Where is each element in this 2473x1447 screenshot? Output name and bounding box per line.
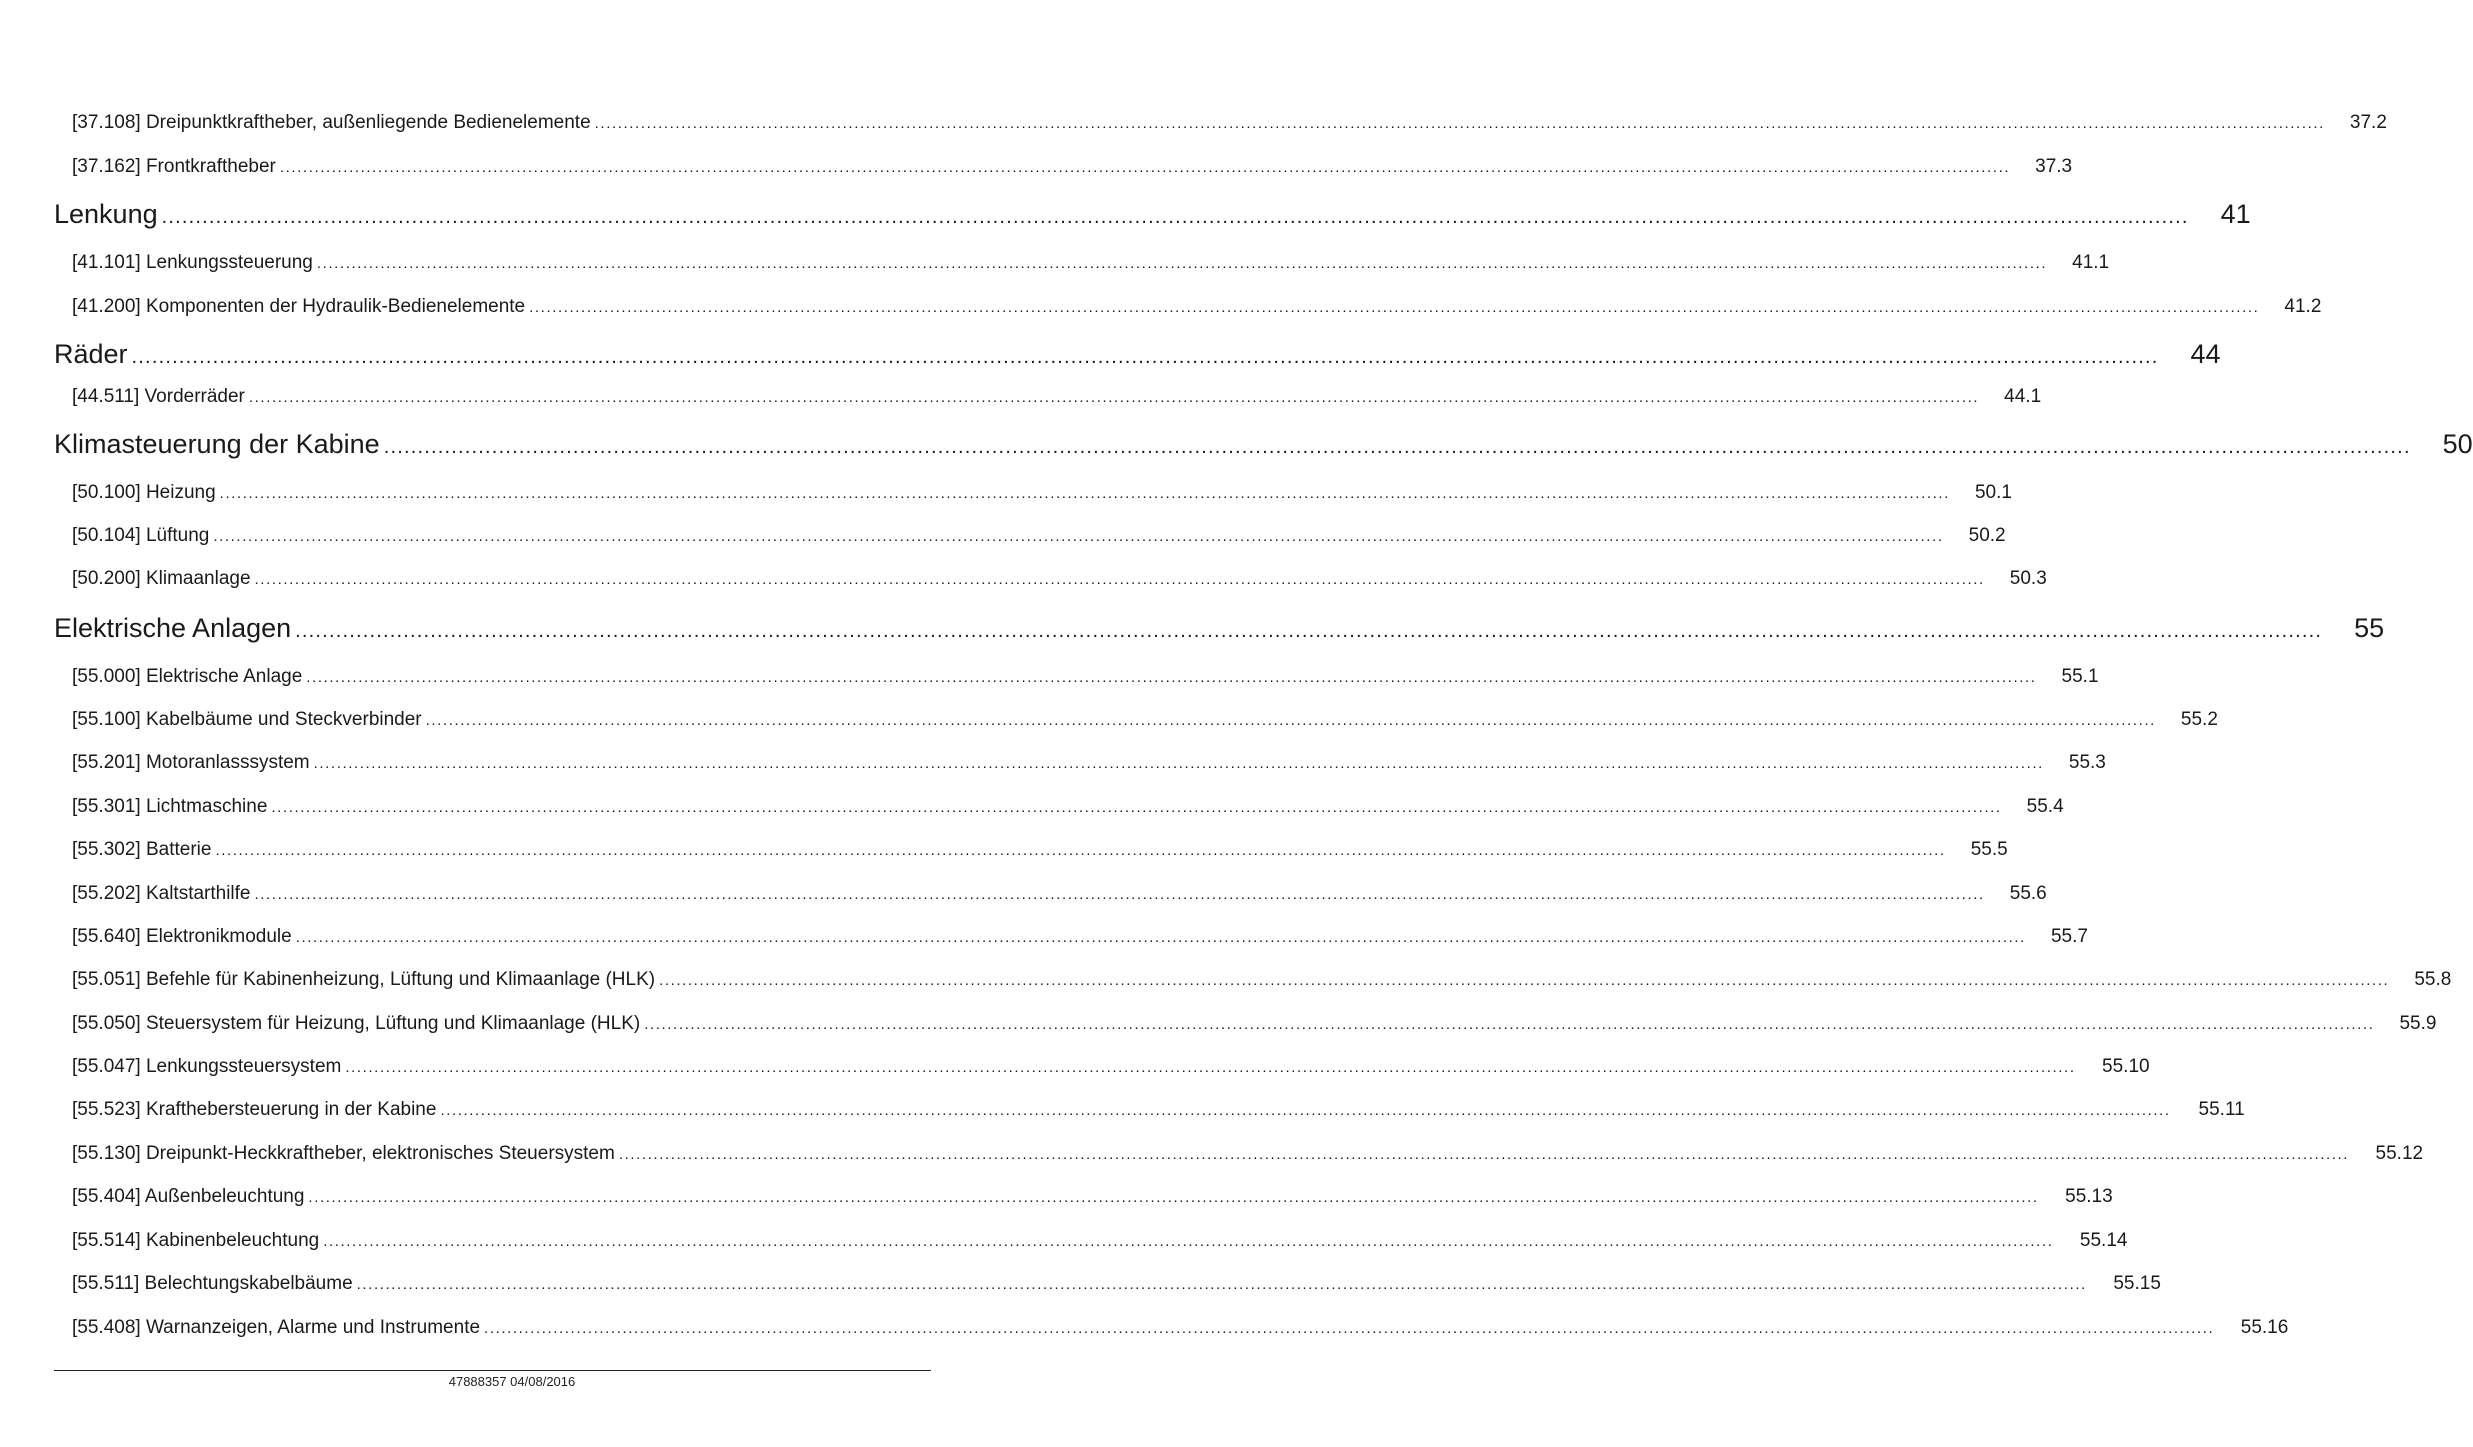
toc-entry-code: [41.101] <box>72 252 141 273</box>
toc-entry-title: Krafthebersteuerung in der Kabine <box>145 1099 437 1120</box>
toc-entry-label <box>0 1013 640 1035</box>
toc-entry-title: Motoranlasssystem <box>145 752 310 773</box>
toc-entry-code: [37.108] <box>72 112 141 133</box>
dot-leader: ............................................................................................................................................................................................................................................................................................................ <box>219 485 1950 502</box>
toc-entry-code: [55.000] <box>72 666 141 687</box>
toc-entry-code: [55.408] <box>72 1317 141 1338</box>
toc-entry-label <box>0 1317 480 1339</box>
toc-subsection-entry[interactable] <box>0 883 2047 905</box>
toc-entry-title: Lichtmaschine <box>145 796 268 817</box>
toc-entry-title: Klimaanlage <box>145 568 251 589</box>
toc-entry-label <box>0 156 276 178</box>
toc-entry-label <box>0 1186 304 1208</box>
toc-page-number: 37.3 <box>2035 156 2073 177</box>
toc-subsection-entry[interactable] <box>0 969 2452 991</box>
toc-entry-title: Heizung <box>145 482 216 503</box>
toc-entry-code: [55.301] <box>72 796 141 817</box>
dot-leader: ............................................................................................................................................................................................................................................................................................................ <box>425 712 2156 729</box>
toc-page-number: 50.3 <box>2009 568 2047 589</box>
toc-page-number: 50 <box>2442 429 2473 459</box>
dot-leader: ............................................................................................................................................................................................................................................................................................................ <box>529 299 2260 316</box>
toc-entry-title: Vorderräder <box>144 386 245 407</box>
toc-entry-title: Räder <box>54 339 128 369</box>
toc-subsection-entry[interactable] <box>0 482 2012 504</box>
toc-subsection-entry[interactable] <box>0 1013 2437 1035</box>
toc-subsection-entry[interactable] <box>0 252 2110 274</box>
dot-leader: ............................................................................................................................................................................................................................................................................................................ <box>313 755 2044 772</box>
footer-doc-id: 47888357 04/08/2016 <box>448 1374 576 1389</box>
toc-subsection-entry[interactable] <box>0 709 2218 731</box>
toc-entry-label <box>0 709 422 731</box>
toc-subsection-entry[interactable] <box>0 1056 2150 1078</box>
dot-leader: ............................................................................................................................................................................................................................................................................................................ <box>254 571 1985 588</box>
toc-page-number: 41 <box>2220 199 2251 229</box>
dot-leader: ............................................................................................................................................................................................................................................................................................................ <box>161 206 2189 228</box>
toc-entry-label <box>0 429 380 460</box>
toc-entry-label <box>0 199 158 230</box>
toc-entry-title: Warnanzeigen, Alarme und Instrumente <box>145 1317 481 1338</box>
toc-entry-code: [37.162] <box>72 156 141 177</box>
toc-entry-title: Dreipunkt-Heckkraftheber, elektronisches Steuersystem <box>145 1143 615 1164</box>
toc-section-entry[interactable] <box>0 199 2251 230</box>
toc-entry-title: Kabinenbeleuchtung <box>145 1230 320 1251</box>
toc-page-number: 55.9 <box>2399 1013 2437 1034</box>
toc-page-number: 55.10 <box>2102 1056 2150 1077</box>
toc-entry-label <box>0 112 591 134</box>
toc-entry-label <box>0 613 291 644</box>
toc-page-number: 55.12 <box>2375 1143 2424 1164</box>
toc-entry-code: [55.051] <box>72 969 141 990</box>
dot-leader: ............................................................................................................................................................................................................................................................................................................ <box>594 115 2325 132</box>
toc-entry-code: [55.511] <box>72 1273 140 1294</box>
dot-leader: ............................................................................................................................................................................................................................................................................................................ <box>316 255 2048 272</box>
toc-entry-label <box>0 525 209 547</box>
toc-subsection-entry[interactable] <box>0 296 2322 318</box>
toc-page-number: 41.2 <box>2284 296 2322 317</box>
toc-subsection-entry[interactable] <box>0 1230 2128 1252</box>
toc-entry-label <box>0 1099 436 1121</box>
toc-page-number: 55.16 <box>2240 1317 2289 1338</box>
toc-subsection-entry[interactable] <box>0 1143 2424 1165</box>
toc-subsection-entry[interactable] <box>0 1317 2289 1339</box>
toc-entry-title: Batterie <box>145 839 212 860</box>
toc-entry-title: Lenkungssteuersystem <box>145 1056 342 1077</box>
toc-entry-code: [55.404] <box>72 1186 141 1207</box>
toc-page-number: 55.11 <box>2198 1099 2245 1120</box>
toc-entry-title: Kabelbäume und Steckverbinder <box>145 709 422 730</box>
toc-subsection-entry[interactable] <box>0 666 2099 688</box>
toc-subsection-entry[interactable] <box>0 839 2008 861</box>
dot-leader: ............................................................................................................................................................................................................................................................................................................ <box>248 389 1980 406</box>
toc-entry-title: Belechtungskabelbäume <box>144 1273 353 1294</box>
toc-entry-label <box>0 296 525 318</box>
toc-page-number: 55.8 <box>2414 969 2452 990</box>
toc-subsection-entry[interactable] <box>0 1186 2113 1208</box>
toc-page-number: 44.1 <box>2004 386 2042 407</box>
dot-leader: ............................................................................................................................................................................................................................................................................................................ <box>618 1146 2350 1163</box>
toc-entry-label <box>0 386 245 408</box>
toc-entry-label <box>0 926 292 948</box>
toc-entry-label <box>0 252 313 274</box>
dot-leader: ............................................................................................................................................................................................................................................................................................................ <box>323 1233 2054 1250</box>
toc-entry-label <box>0 752 310 774</box>
toc-entry-label <box>0 482 216 504</box>
dot-leader: ............................................................................................................................................................................................................................................................................................................ <box>644 1016 2375 1033</box>
dot-leader: ............................................................................................................................................................................................................................................................................................................ <box>306 669 2037 686</box>
toc-page-number: 55 <box>2354 613 2385 643</box>
dot-leader: ............................................................................................................................................................................................................................................................................................................ <box>279 159 2011 176</box>
toc-page-number: 55.4 <box>2026 796 2064 817</box>
toc-entry-code: [55.202] <box>72 883 141 904</box>
toc-page-number: 55.1 <box>2061 666 2099 687</box>
toc-subsection-entry[interactable] <box>0 386 2042 408</box>
toc-page-number: 50.2 <box>1968 525 2006 546</box>
toc-entry-title: Steuersystem für Heizung, Lüftung und Klimaanlage (HLK) <box>145 1013 641 1034</box>
dot-leader: ............................................................................................................................................................................................................................................................................................................ <box>659 972 2390 989</box>
dot-leader: ............................................................................................................................................................................................................................................................................................................ <box>345 1059 2076 1076</box>
toc-subsection-entry[interactable] <box>0 926 2088 948</box>
dot-leader: ............................................................................................................................................................................................................................................................................................................ <box>308 1189 2039 1206</box>
toc-entry-code: [55.100] <box>72 709 141 730</box>
dot-leader: ............................................................................................................................................................................................................................................................................................................ <box>440 1102 2171 1119</box>
toc-subsection-entry[interactable] <box>0 568 2047 590</box>
toc-entry-code: [55.523] <box>72 1099 141 1120</box>
toc-entry-label <box>0 969 655 991</box>
toc-page-number: 41.1 <box>2072 252 2110 273</box>
toc-subsection-entry[interactable] <box>0 525 2006 547</box>
toc-section-entry[interactable] <box>0 429 2473 460</box>
toc-entry-title: Komponenten der Hydraulik-Bedienelemente <box>145 296 526 317</box>
dot-leader: ............................................................................................................................................................................................................................................................................................................ <box>295 929 2026 946</box>
dot-leader: ............................................................................................................................................................................................................................................................................................................ <box>213 528 1944 545</box>
toc-entry-label <box>0 339 128 370</box>
toc-entry-label <box>0 1273 353 1295</box>
toc-page-number: 55.3 <box>2068 752 2106 773</box>
toc-entry-code: [41.200] <box>72 296 141 317</box>
toc-page-number: 37.2 <box>2349 112 2387 133</box>
toc-entry-label <box>0 1230 319 1252</box>
toc-entry-label <box>0 1143 615 1165</box>
dot-leader: ............................................................................................................................................................................................................................................................................................................ <box>484 1320 2215 1337</box>
toc-entry-title: Klimasteuerung der Kabine <box>54 429 380 459</box>
toc-subsection-entry[interactable] <box>0 156 2073 178</box>
dot-leader: ............................................................................................................................................................................................................................................................................................................ <box>271 799 2002 816</box>
toc-page-number: 55.5 <box>1970 839 2008 860</box>
toc-entry-title: Außenbeleuchtung <box>144 1186 305 1207</box>
toc-entry-code: [44.511] <box>72 386 140 407</box>
toc-entry-code: [55.050] <box>72 1013 141 1034</box>
toc-entry-title: Lüftung <box>145 525 210 546</box>
toc-entry-code: [55.640] <box>72 926 141 947</box>
toc-subsection-entry[interactable] <box>0 796 2064 818</box>
toc-page-number: 44 <box>2190 339 2221 369</box>
toc-subsection-entry[interactable] <box>0 1273 2161 1295</box>
toc-section-entry[interactable] <box>0 613 2385 644</box>
toc-entry-title: Lenkungssteuerung <box>145 252 313 273</box>
dot-leader: ............................................................................................................................................................................................................................................................................................................ <box>215 842 1946 859</box>
toc-section-entry[interactable] <box>0 339 2221 370</box>
toc-page-number: 50.1 <box>1974 482 2012 503</box>
toc-entry-label <box>0 1056 341 1078</box>
toc-entry-code: [55.201] <box>72 752 141 773</box>
toc-page-number: 55.6 <box>2009 883 2047 904</box>
toc-entry-title: Frontkraftheber <box>145 156 276 177</box>
toc-entry-code: [50.100] <box>72 482 141 503</box>
toc-entry-code: [55.514] <box>72 1230 141 1251</box>
toc-entry-title: Dreipunktkraftheber, außenliegende Bedienelemente <box>145 112 591 133</box>
toc-entry-code: [50.200] <box>72 568 141 589</box>
toc-subsection-entry[interactable] <box>0 112 2387 134</box>
footer-divider <box>54 1370 931 1371</box>
toc-entry-title: Lenkung <box>54 199 158 229</box>
toc-subsection-entry[interactable] <box>0 752 2106 774</box>
toc-page-number: 55.2 <box>2180 709 2218 730</box>
toc-subsection-entry[interactable] <box>0 1099 2245 1121</box>
toc-entry-code: [50.104] <box>72 525 141 546</box>
toc-entry-title: Elektrische Anlagen <box>54 613 292 643</box>
dot-leader: ............................................................................................................................................................................................................................................................................................................ <box>254 886 1985 903</box>
toc-entry-label <box>0 796 267 818</box>
dot-leader: ............................................................................................................................................................................................................................................................................................................ <box>383 436 2411 458</box>
toc-entry-code: [55.047] <box>72 1056 141 1077</box>
toc-entry-code: [55.302] <box>72 839 141 860</box>
toc-page-number: 55.15 <box>2113 1273 2161 1294</box>
dot-leader: ............................................................................................................................................................................................................................................................................................................ <box>131 346 2159 368</box>
dot-leader: ............................................................................................................................................................................................................................................................................................................ <box>356 1276 2087 1293</box>
toc-page-number: 55.13 <box>2065 1186 2113 1207</box>
toc-entry-title: Kaltstarthilfe <box>145 883 251 904</box>
toc-entry-title: Elektrische Anlage <box>145 666 303 687</box>
toc-page-number: 55.14 <box>2079 1230 2128 1251</box>
dot-leader: ............................................................................................................................................................................................................................................................................................................ <box>295 620 2323 642</box>
toc-entry-label <box>0 839 211 861</box>
toc-page-number: 55.7 <box>2050 926 2088 947</box>
toc-entry-label <box>0 568 251 590</box>
toc-entry-code: [55.130] <box>72 1143 141 1164</box>
toc-entry-label <box>0 883 251 905</box>
toc-entry-title: Elektronikmodule <box>145 926 292 947</box>
toc-entry-title: Befehle für Kabinenheizung, Lüftung und Klimaanlage (HLK) <box>145 969 656 990</box>
toc-entry-label <box>0 666 302 688</box>
